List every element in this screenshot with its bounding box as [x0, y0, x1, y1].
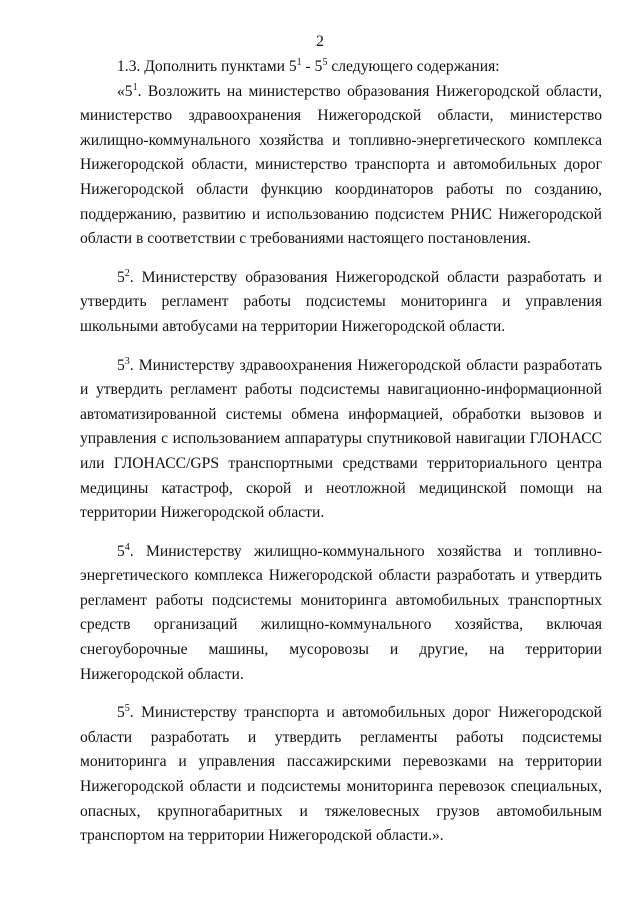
clause-number: 5: [117, 542, 125, 560]
clause-number: 5: [117, 704, 125, 722]
intro-suffix: следующего содержания:: [327, 58, 500, 75]
intro-sup-to: 5: [322, 57, 328, 68]
clause-5-1: [80, 80, 602, 252]
document-body: [80, 55, 602, 849]
clause-superscript: 1: [132, 81, 138, 93]
clause-5-4: [80, 540, 602, 688]
page-number: 2: [316, 33, 324, 50]
clause-5-3: [80, 354, 602, 526]
clause-number: «5: [117, 82, 133, 100]
clause-superscript: 5: [124, 703, 130, 715]
clause-superscript: 2: [124, 267, 130, 279]
clause-superscript: 3: [124, 355, 130, 367]
clause-text: . Министерству здравоохранения Нижегородской области разработать и утвердить регламент работы подсистемы навигационно-информационной автоматизированной системы обмена информацией, обработки вызовов и управления с использованием аппаратуры спутниковой навигации ГЛОНАСС или ГЛОНАСС/GPS транспортными средствами территориального центра медицины катастроф, скорой и неотложной медицинской помощи на территории Нижегородской области.: [80, 356, 602, 522]
clause-text: . Министерству транспорта и автомобильных дорог Нижегородской области разработать и утвердить регламенты работы подсистемы мониторинга и управления пассажирскими перевозками на территории Нижегородской области и подсистемы мониторинга перевозок специальных, опасных, крупногабаритных и тяжеловесных грузов автомобильным транспортом на территории Нижегородской области.».: [80, 704, 602, 845]
clause-5-5: [80, 701, 602, 849]
intro-sup-from: 1: [296, 57, 302, 68]
intro-paragraph: [80, 55, 602, 80]
clause-number: 5: [117, 268, 125, 286]
clause-superscript: 4: [124, 541, 130, 553]
clause-text: . Возложить на министерство образования Нижегородской области, министерство здравоохранения Нижегородской области, министерство жилищно-коммунального хозяйства и топливно-энергетического комплекса Нижегородской области, министерство транспорта и автомобильных дорог Нижегородской области функцию координаторов работы по созданию, поддержанию, развитию и использованию подсистем РНИС Нижегородской области в соответствии с требованиями настоящего постановления.: [80, 82, 602, 248]
clause-text: . Министерству жилищно-коммунального хозяйства и топливно-энергетического комплекса Нижегородской области разработать и утвердить регламент работы подсистемы мониторинга автомобильных транспортных средств организаций жилищно-коммунального хозяйства, включая снегоуборочные машины, мусоровозы и другие, на территории Нижегородской области.: [80, 542, 602, 683]
intro-prefix: 1.3. Дополнить пунктами 5: [117, 58, 297, 75]
clause-5-2: [80, 266, 602, 340]
clause-text: . Министерству образования Нижегородской области разработать и утвердить регламент работы подсистемы мониторинга и управления школьными автобусами на территории Нижегородской области.: [80, 268, 602, 335]
clause-number: 5: [117, 356, 125, 374]
intro-dash: - 5: [301, 58, 323, 75]
